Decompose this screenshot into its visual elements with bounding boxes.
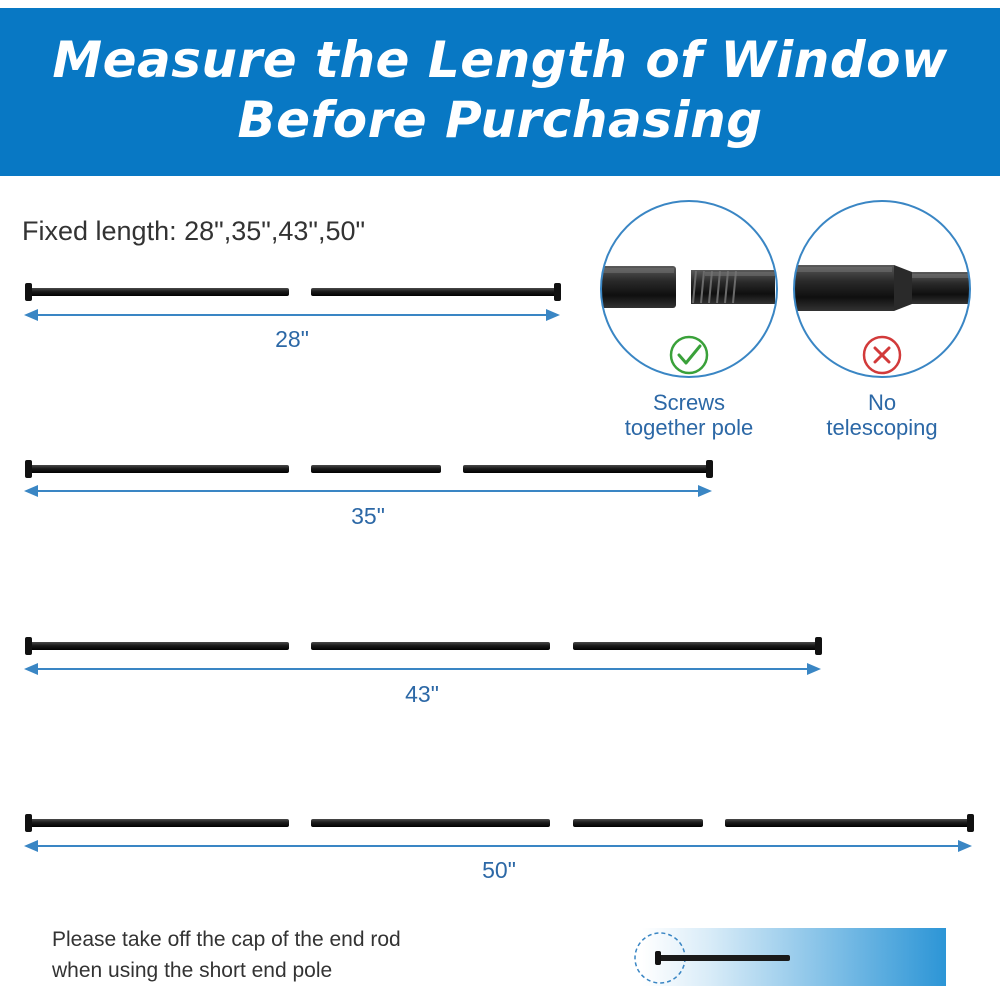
- screws-label-line1: Screws: [652, 390, 726, 415]
- length-label-43: 43": [405, 681, 439, 707]
- length-label-50: 50": [482, 857, 516, 883]
- note-line-2: when using the short end pole: [52, 959, 333, 982]
- no-telescoping-line2: telescoping: [826, 415, 938, 440]
- short-end-pole: [658, 955, 790, 961]
- note-line-1: Please take off the cap of the end rod: [52, 928, 401, 951]
- length-label-35: 35": [351, 503, 385, 529]
- no-telescoping-line1: No: [867, 390, 897, 415]
- title-line-2: Before Purchasing: [237, 91, 763, 149]
- screws-label-line2: together pole: [624, 415, 754, 440]
- end-cap: [655, 951, 661, 965]
- length-label-28: 28": [275, 326, 309, 352]
- fixed-length-label: Fixed length: 28",35",43",50": [22, 216, 366, 246]
- title-line-1: Measure the Length of Window: [52, 31, 948, 89]
